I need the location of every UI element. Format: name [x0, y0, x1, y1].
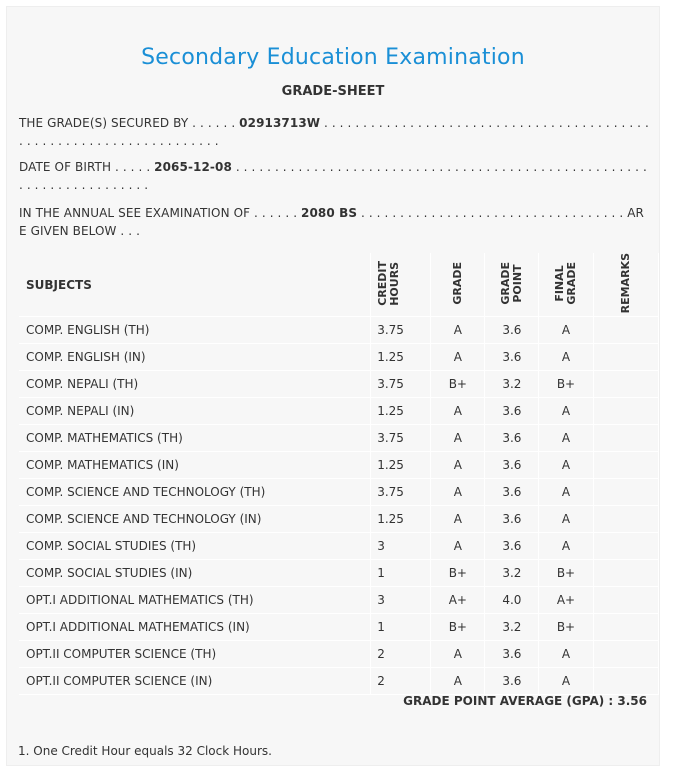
table-row [19, 614, 659, 641]
grade-point-cell: 3.2 [485, 614, 539, 641]
grade-point-cell: 3.6 [485, 533, 539, 560]
header-remarks-label: REMARKS [618, 253, 632, 314]
exam-prefix: IN THE ANNUAL SEE EXAMINATION OF . . . . . . [19, 206, 302, 220]
credit-hours-cell: 3.75 [371, 425, 431, 452]
gpa-value: 3.56 [617, 694, 647, 708]
remarks-cell [593, 506, 658, 533]
credit-hours-cell: 1.25 [371, 344, 431, 371]
gpa-summary [403, 694, 647, 708]
subject-cell: COMP. SCIENCE AND TECHNOLOGY (IN) [19, 506, 371, 533]
credit-hours-cell: 2 [371, 641, 431, 668]
exam-suffix: . . . . . . . . . . . . . . . . . . . . . . . . . . . . . . . . . . ARE GIVEN BELOW . . . [19, 206, 644, 238]
remarks-cell [593, 641, 658, 668]
final-grade-cell: A [539, 317, 593, 344]
credit-hours-cell: 1.25 [371, 398, 431, 425]
subject-cell: COMP. MATHEMATICS (TH) [19, 425, 371, 452]
table-row [19, 533, 659, 560]
secured-by-line [19, 114, 649, 150]
grades-table [19, 253, 659, 695]
grade-point-cell: 3.6 [485, 398, 539, 425]
final-grade-cell: B+ [539, 560, 593, 587]
credit-hours-cell: 1.25 [371, 506, 431, 533]
grade-cell: A [431, 641, 485, 668]
header-credit-hours-line1: CREDIT [376, 260, 390, 306]
header-final-grade [539, 253, 593, 317]
final-grade-cell: A [539, 398, 593, 425]
remarks-cell [593, 587, 658, 614]
table-row [19, 560, 659, 587]
header-grade-point-line2: POINT [510, 264, 524, 303]
grade-point-cell: 3.6 [485, 479, 539, 506]
grade-cell: A [431, 479, 485, 506]
header-remarks [593, 253, 658, 317]
remarks-cell [593, 560, 658, 587]
subject-cell: COMP. SOCIAL STUDIES (TH) [19, 533, 371, 560]
credit-hours-cell: 3.75 [371, 479, 431, 506]
header-grade-point [485, 253, 539, 317]
exam-line [19, 204, 649, 240]
grade-cell: A [431, 506, 485, 533]
grade-cell: A [431, 425, 485, 452]
remarks-cell [593, 371, 658, 398]
credit-hours-cell: 1.25 [371, 452, 431, 479]
date-of-birth: 2065-12-08 [154, 160, 232, 174]
exam-year: 2080 BS [301, 206, 358, 220]
subject-cell: COMP. SCIENCE AND TECHNOLOGY (TH) [19, 479, 371, 506]
grade-cell: A [431, 533, 485, 560]
subject-cell: OPT.I ADDITIONAL MATHEMATICS (TH) [19, 587, 371, 614]
grade-point-cell: 3.6 [485, 344, 539, 371]
grade-cell: A [431, 668, 485, 695]
table-row [19, 371, 659, 398]
grade-point-cell: 3.6 [485, 668, 539, 695]
header-subjects: SUBJECTS [19, 253, 371, 317]
credit-hours-cell: 3 [371, 533, 431, 560]
final-grade-cell: A [539, 479, 593, 506]
dob-suffix: . . . . . . . . . . . . . . . . . . . . . . . . . . . . . . . . . . . . . . . . . . . . . . . . . . . . . . . . . . . . . . . . . . . . . . [19, 160, 647, 192]
grade-point-cell: 4.0 [485, 587, 539, 614]
grade-point-cell: 3.6 [485, 425, 539, 452]
page-subtitle: GRADE-SHEET [281, 84, 385, 99]
remarks-cell [593, 479, 658, 506]
subject-cell: OPT.II COMPUTER SCIENCE (TH) [19, 641, 371, 668]
final-grade-cell: A [539, 425, 593, 452]
table-row [19, 452, 659, 479]
gpa-label: GRADE POINT AVERAGE (GPA) : [403, 694, 618, 708]
table-row [19, 317, 659, 344]
subject-cell: COMP. NEPALI (IN) [19, 398, 371, 425]
table-row [19, 344, 659, 371]
grade-cell: A [431, 317, 485, 344]
remarks-cell [593, 344, 658, 371]
grades-table-body [19, 317, 659, 695]
credit-hours-cell: 2 [371, 668, 431, 695]
subject-cell: COMP. ENGLISH (TH) [19, 317, 371, 344]
remarks-cell [593, 425, 658, 452]
remarks-cell [593, 452, 658, 479]
remarks-cell [593, 398, 658, 425]
credit-hours-cell: 1 [371, 560, 431, 587]
header-grade [431, 253, 485, 317]
credit-hours-cell: 3.75 [371, 371, 431, 398]
page-title: Secondary Education Examination [141, 45, 525, 70]
grade-cell: B+ [431, 614, 485, 641]
final-grade-cell: A [539, 668, 593, 695]
grade-point-cell: 3.6 [485, 641, 539, 668]
secured-by-prefix: THE GRADE(S) SECURED BY . . . . . . [19, 116, 240, 130]
grade-cell: A [431, 452, 485, 479]
table-row [19, 425, 659, 452]
grade-cell: A [431, 344, 485, 371]
final-grade-cell: A [539, 344, 593, 371]
final-grade-cell: B+ [539, 614, 593, 641]
final-grade-cell: A [539, 506, 593, 533]
remarks-cell [593, 317, 658, 344]
header-credit-hours-line2: HOURS [388, 261, 402, 306]
credit-hours-cell: 3 [371, 587, 431, 614]
final-grade-cell: A [539, 452, 593, 479]
header-final-grade-line2: GRADE [564, 261, 578, 305]
table-row [19, 506, 659, 533]
table-row [19, 479, 659, 506]
grade-point-cell: 3.2 [485, 371, 539, 398]
subject-cell: COMP. MATHEMATICS (IN) [19, 452, 371, 479]
grade-point-cell: 3.6 [485, 506, 539, 533]
grade-sheet-panel [6, 6, 660, 766]
table-row [19, 587, 659, 614]
credit-hours-cell: 3.75 [371, 317, 431, 344]
table-row [19, 398, 659, 425]
grade-point-cell: 3.6 [485, 317, 539, 344]
final-grade-cell: B+ [539, 371, 593, 398]
table-header-row [19, 253, 659, 317]
grade-cell: B+ [431, 371, 485, 398]
grade-point-cell: 3.2 [485, 560, 539, 587]
grade-cell: A+ [431, 587, 485, 614]
final-grade-cell: A [539, 641, 593, 668]
subject-cell: OPT.II COMPUTER SCIENCE (IN) [19, 668, 371, 695]
remarks-cell [593, 614, 658, 641]
remarks-cell [593, 668, 658, 695]
credit-hours-cell: 1 [371, 614, 431, 641]
header-final-grade-line1: FINAL [552, 265, 566, 302]
subject-cell: OPT.I ADDITIONAL MATHEMATICS (IN) [19, 614, 371, 641]
table-row [19, 668, 659, 695]
header-grade-point-line1: GRADE [498, 261, 512, 305]
grade-cell: A [431, 398, 485, 425]
dob-prefix: DATE OF BIRTH . . . . . [19, 160, 155, 174]
final-grade-cell: A [539, 533, 593, 560]
table-row [19, 641, 659, 668]
footnote: 1. One Credit Hour equals 32 Clock Hours. [18, 744, 272, 758]
date-of-birth-line [19, 158, 649, 194]
final-grade-cell: A+ [539, 587, 593, 614]
subject-cell: COMP. NEPALI (TH) [19, 371, 371, 398]
subject-cell: COMP. ENGLISH (IN) [19, 344, 371, 371]
grade-point-cell: 3.6 [485, 452, 539, 479]
subject-cell: COMP. SOCIAL STUDIES (IN) [19, 560, 371, 587]
header-credit-hours [371, 253, 431, 317]
secured-by-suffix: . . . . . . . . . . . . . . . . . . . . . . . . . . . . . . . . . . . . . . . . . . . . . . . . . . . . . . . . . . . . . . . . . . . . [19, 116, 649, 148]
grade-cell: B+ [431, 560, 485, 587]
symbol-number: 02913713W [239, 116, 321, 130]
remarks-cell [593, 533, 658, 560]
header-grade-label: GRADE [450, 261, 464, 305]
